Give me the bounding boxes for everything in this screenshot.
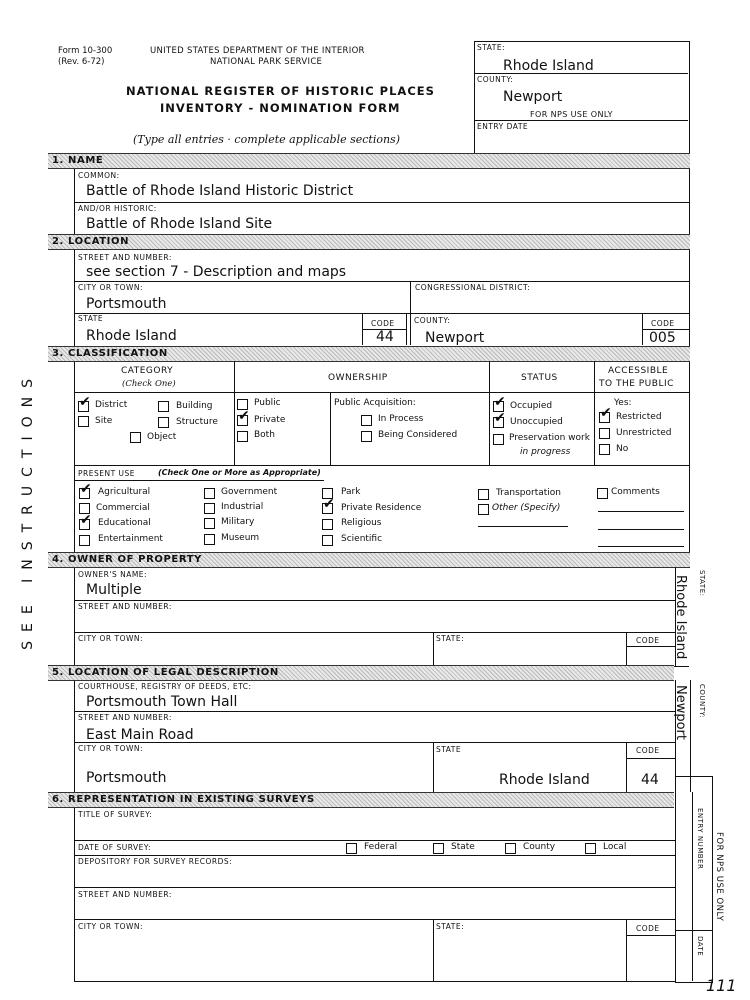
side-entry-number: ENTRY NUMBER (696, 808, 704, 870)
box-county-value: Newport (503, 89, 563, 105)
legal-street: East Main Road (86, 727, 194, 743)
county-level-label: County (523, 842, 556, 852)
federal-checkbox[interactable] (346, 843, 357, 854)
depository-label: DEPOSITORY FOR SURVEY RECORDS: (78, 857, 233, 866)
private-residence-checkbox[interactable] (322, 503, 333, 514)
no-label: No (616, 444, 629, 454)
page-number: 111 (706, 976, 737, 995)
government-label: Government (221, 487, 278, 497)
section-2-header: 2. LOCATION (48, 234, 690, 250)
box-entry-date-label: ENTRY DATE (477, 122, 529, 131)
side-state-label: STATE: (698, 570, 706, 597)
site-checkbox[interactable] (78, 416, 89, 427)
legal-code: 44 (641, 772, 659, 788)
preservation-checkbox[interactable] (493, 434, 504, 445)
survey-date-label: DATE OF SURVEY: (78, 843, 152, 852)
military-label: Military (221, 517, 255, 527)
industrial-checkbox[interactable] (204, 503, 215, 514)
legal-code-label: CODE (636, 746, 660, 755)
side-county-label: COUNTY: (698, 684, 706, 719)
side-county-value: Newport (673, 685, 688, 741)
side-date: DATE (696, 936, 704, 957)
military-checkbox[interactable] (204, 518, 215, 529)
courthouse-label: COURTHOUSE, REGISTRY OF DEEDS, ETC: (78, 682, 252, 691)
scientific-checkbox[interactable] (322, 535, 333, 546)
private-label: Private (254, 415, 286, 425)
owner-name-label: OWNER'S NAME: (78, 570, 148, 579)
legal-city: Portsmouth (86, 770, 167, 786)
section-6-header: 6. REPRESENTATION IN EXISTING SURVEYS (48, 792, 674, 808)
survey-state-label: STATE: (436, 922, 465, 931)
comments-checkbox[interactable] (597, 488, 608, 499)
other-checkbox[interactable] (478, 504, 489, 515)
nps-side-box (675, 776, 713, 983)
historic-name: Battle of Rhode Island Site (86, 216, 273, 232)
owner-code-label: CODE (636, 636, 660, 645)
ownership-header: OWNERSHIP (328, 373, 388, 383)
form-title-1: NATIONAL REGISTER OF HISTORIC PLACES (126, 84, 435, 98)
both-label: Both (254, 430, 275, 440)
local-label: Local (603, 842, 627, 852)
preservation-label: Preservation work (509, 433, 590, 443)
entertainment-label: Entertainment (98, 534, 163, 544)
common-name-label: COMMON: (78, 171, 120, 180)
district-label: District (95, 400, 128, 410)
legal-state: Rhode Island (499, 772, 590, 788)
building-label: Building (176, 401, 213, 411)
location-county-label: COUNTY: (414, 316, 451, 325)
owner-name: Multiple (86, 582, 142, 598)
government-checkbox[interactable] (204, 488, 215, 499)
county-level-checkbox[interactable] (505, 843, 516, 854)
structure-label: Structure (176, 417, 218, 427)
location-street-label: STREET AND NUMBER: (78, 253, 172, 262)
accessible-header-2: TO THE PUBLIC (599, 379, 674, 389)
scientific-label: Scientific (341, 534, 383, 544)
legal-street-label: STREET AND NUMBER: (78, 713, 172, 722)
park-label: Park (341, 487, 361, 497)
owner-city-label: CITY OR TOWN: (78, 634, 144, 643)
no-checkbox[interactable] (599, 444, 610, 455)
commercial-label: Commercial (96, 503, 150, 513)
section-1-header: 1. NAME (48, 153, 690, 169)
unrestricted-checkbox[interactable] (599, 428, 610, 439)
section-3-header: 3. CLASSIFICATION (48, 346, 690, 362)
industrial-label: Industrial (221, 502, 264, 512)
owner-street-label: STREET AND NUMBER: (78, 602, 172, 611)
category-header: CATEGORY (121, 366, 174, 376)
being-considered-label: Being Considered (378, 430, 458, 440)
present-use-label: PRESENT USE (78, 469, 136, 478)
county-code-label: CODE (651, 319, 675, 328)
county-code: 005 (649, 330, 676, 346)
state-code: 44 (376, 329, 394, 345)
box-county-label: COUNTY: (477, 75, 514, 84)
in-process-label: In Process (378, 414, 424, 424)
religious-checkbox[interactable] (322, 519, 333, 530)
box-state-label: STATE: (477, 43, 506, 52)
public-acquisition-label: Public Acquisition: (334, 398, 416, 408)
educational-label: Educational (98, 518, 151, 528)
state-level-label: State (451, 842, 475, 852)
check-one-note: (Check One) (122, 379, 176, 389)
location-city-label: CITY OR TOWN: (78, 283, 144, 292)
survey-street-label: STREET AND NUMBER: (78, 890, 172, 899)
entertainment-checkbox[interactable] (79, 535, 90, 546)
service: NATIONAL PARK SERVICE (210, 57, 323, 67)
local-checkbox[interactable] (585, 843, 596, 854)
location-county: Newport (425, 330, 485, 346)
section-4-header: 4. OWNER OF PROPERTY (48, 552, 690, 568)
state-level-checkbox[interactable] (433, 843, 444, 854)
in-progress-label: in progress (520, 447, 571, 457)
accessible-header-1: ACCESSIBLE (608, 366, 669, 376)
being-considered-checkbox[interactable] (361, 431, 372, 442)
see-instructions-side: SEE INSTRUCTIONS (20, 370, 36, 650)
both-checkbox[interactable] (237, 431, 248, 442)
form-revision: (Rev. 6-72) (58, 57, 105, 67)
site-label: Site (95, 416, 113, 426)
section-5-header: 5. LOCATION OF LEGAL DESCRIPTION (48, 665, 674, 681)
form-number: Form 10-300 (58, 46, 113, 56)
yes-label: Yes: (614, 398, 632, 408)
object-checkbox[interactable] (130, 432, 141, 443)
in-process-checkbox[interactable] (361, 415, 372, 426)
private-residence-label: Private Residence (341, 503, 422, 513)
unrestricted-label: Unrestricted (616, 428, 672, 438)
restricted-checkbox[interactable] (599, 412, 610, 423)
legal-state-label: STATE (436, 745, 462, 754)
restricted-label: Restricted (616, 412, 662, 422)
present-use-note: (Check One or More as Appropriate) (158, 468, 321, 477)
agricultural-checkbox[interactable] (79, 488, 90, 499)
religious-label: Religious (341, 518, 382, 528)
congressional-district-label: CONGRESSIONAL DISTRICT: (415, 283, 531, 292)
survey-code-label: CODE (636, 924, 660, 933)
survey-city-label: CITY OR TOWN: (78, 922, 144, 931)
private-checkbox[interactable] (237, 415, 248, 426)
owner-state-label: STATE: (436, 634, 465, 643)
structure-checkbox[interactable] (158, 417, 169, 428)
status-header: STATUS (521, 373, 558, 383)
location-city: Portsmouth (86, 296, 167, 312)
form-title-2: INVENTORY - NOMINATION FORM (160, 101, 401, 115)
survey-title-label: TITLE OF SURVEY: (78, 810, 153, 819)
historic-name-label: AND/OR HISTORIC: (78, 204, 157, 213)
transportation-checkbox[interactable] (478, 489, 489, 500)
other-label: Other (Specify) (492, 503, 561, 513)
location-state-label: STATE (78, 314, 104, 323)
object-label: Object (147, 432, 177, 442)
agricultural-label: Agricultural (98, 487, 151, 497)
district-checkbox[interactable] (78, 401, 89, 412)
educational-checkbox[interactable] (79, 519, 90, 530)
side-nps-only: FOR NPS USE ONLY (714, 832, 724, 922)
building-checkbox[interactable] (158, 401, 169, 412)
box-nps-note: FOR NPS USE ONLY (530, 110, 613, 119)
location-state: Rhode Island (86, 328, 177, 344)
department: UNITED STATES DEPARTMENT OF THE INTERIOR (150, 46, 365, 56)
common-name: Battle of Rhode Island Historic District (86, 183, 354, 199)
unoccupied-checkbox[interactable] (493, 417, 504, 428)
unoccupied-label: Unoccupied (510, 417, 563, 427)
legal-city-label: CITY OR TOWN: (78, 744, 144, 753)
federal-label: Federal (364, 842, 398, 852)
public-label: Public (254, 398, 281, 408)
courthouse: Portsmouth Town Hall (86, 694, 238, 710)
transportation-label: Transportation (496, 488, 561, 498)
location-street: see section 7 - Description and maps (86, 264, 347, 280)
side-state-value: Rhode Island (673, 575, 688, 660)
museum-label: Museum (221, 533, 260, 543)
occupied-label: Occupied (510, 401, 553, 411)
comments-label: Comments (611, 487, 660, 497)
museum-checkbox[interactable] (204, 534, 215, 545)
instructions-note: (Type all entries · complete applicable sections) (133, 133, 400, 146)
state-code-label: CODE (371, 319, 395, 328)
box-state-value: Rhode Island (503, 58, 594, 74)
